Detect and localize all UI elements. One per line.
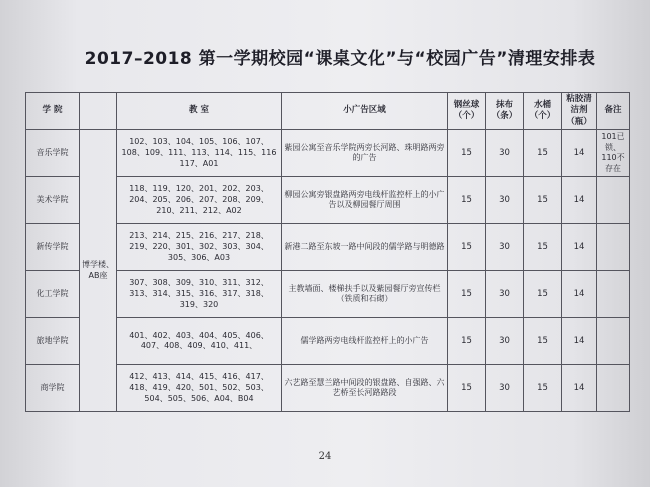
- remarks-cell: [597, 271, 630, 318]
- remarks-cell: 101已锁、110不存在: [597, 130, 630, 177]
- header-area: 小广告区域: [282, 93, 448, 130]
- remarks-cell: [597, 224, 630, 271]
- table-row: [26, 130, 630, 177]
- bucket-cell: 15: [524, 365, 562, 412]
- area-cell: 六艺路至慧兰路中间段的银盘路、自强路、六艺桥至长河路路段: [282, 365, 448, 412]
- page-title: 2017–2018 第一学期校园“课桌文化”与“校园广告”清理安排表: [84, 49, 596, 69]
- table-header-row: [26, 93, 630, 130]
- header-glue-cleaner: 粘胶清洁剂（瓶）: [562, 93, 597, 130]
- bucket-cell: 15: [524, 177, 562, 224]
- college-cell: 旅地学院: [26, 318, 80, 365]
- bucket-cell: 15: [524, 130, 562, 177]
- area-cell: 儒学路两旁电线杆监控杆上的小广告: [282, 318, 448, 365]
- header-college: 学 院: [26, 93, 80, 130]
- cloth-cell: 30: [486, 271, 524, 318]
- bucket-cell: 15: [524, 271, 562, 318]
- glue-cleaner-cell: 14: [562, 177, 597, 224]
- table-row: [26, 224, 630, 271]
- classroom-cell: 118、119、120、201、202、203、204、205、206、207、208、209、210、211、212、A02: [117, 177, 282, 224]
- remarks-cell: [597, 365, 630, 412]
- area-cell: 紫园公寓至音乐学院两旁长河路、珠明路两旁的广告: [282, 130, 448, 177]
- table-row: [26, 271, 630, 318]
- glue-cleaner-cell: 14: [562, 365, 597, 412]
- college-cell: 美术学院: [26, 177, 80, 224]
- header-remarks: 备注: [597, 93, 630, 130]
- header-classroom: 教 室: [117, 93, 282, 130]
- area-cell: 主教墙面、楼梯扶手以及紫园餐厅旁宣传栏（铁质和石砌）: [282, 271, 448, 318]
- steel-wool-cell: 15: [448, 130, 486, 177]
- header-steel-wool: 钢丝球（个）: [448, 93, 486, 130]
- page-number: 24: [318, 451, 332, 462]
- classroom-cell: 412、413、414、415、416、417、418、419、420、501、502、503、504、505、506、A04、B04: [117, 365, 282, 412]
- cloth-cell: 30: [486, 365, 524, 412]
- bucket-cell: 15: [524, 224, 562, 271]
- table-row: [26, 177, 630, 224]
- college-cell: 音乐学院: [26, 130, 80, 177]
- cloth-cell: 30: [486, 177, 524, 224]
- steel-wool-cell: 15: [448, 365, 486, 412]
- bucket-cell: 15: [524, 318, 562, 365]
- steel-wool-cell: 15: [448, 271, 486, 318]
- college-cell: 商学院: [26, 365, 80, 412]
- remarks-cell: [597, 318, 630, 365]
- steel-wool-cell: 15: [448, 224, 486, 271]
- glue-cleaner-cell: 14: [562, 271, 597, 318]
- cloth-cell: 30: [486, 224, 524, 271]
- college-cell: 新传学院: [26, 224, 80, 271]
- classroom-cell: 307、308、309、310、311、312、313、314、315、316、317、318、319、320: [117, 271, 282, 318]
- remarks-cell: [597, 177, 630, 224]
- glue-cleaner-cell: 14: [562, 318, 597, 365]
- steel-wool-cell: 15: [448, 177, 486, 224]
- classroom-cell: 102、103、104、105、106、107、108、109、111、113、114、115、116 117、A01: [117, 130, 282, 177]
- building-cell: 博学楼、AB座: [80, 130, 117, 412]
- classroom-cell: 213、214、215、216、217、218、219、220、301、302、303、304、305、306、A03: [117, 224, 282, 271]
- area-cell: 新港二路至东坡一路中间段的儒学路与明德路: [282, 224, 448, 271]
- cloth-cell: 30: [486, 318, 524, 365]
- steel-wool-cell: 15: [448, 318, 486, 365]
- cloth-cell: 30: [486, 130, 524, 177]
- glue-cleaner-cell: 14: [562, 130, 597, 177]
- header-bucket: 水桶（个）: [524, 93, 562, 130]
- table-row: [26, 365, 630, 412]
- cleanup-schedule-table: [25, 92, 630, 412]
- classroom-cell: 401、402、403、404、405、406、407、408、409、410、411、: [117, 318, 282, 365]
- college-cell: 化工学院: [26, 271, 80, 318]
- area-cell: 柳园公寓旁银盘路两旁电线杆监控杆上的小广告以及柳园餐厅周围: [282, 177, 448, 224]
- glue-cleaner-cell: 14: [562, 224, 597, 271]
- header-cloth: 抹布（条）: [486, 93, 524, 130]
- table-row: [26, 318, 630, 365]
- header-building: [80, 93, 117, 130]
